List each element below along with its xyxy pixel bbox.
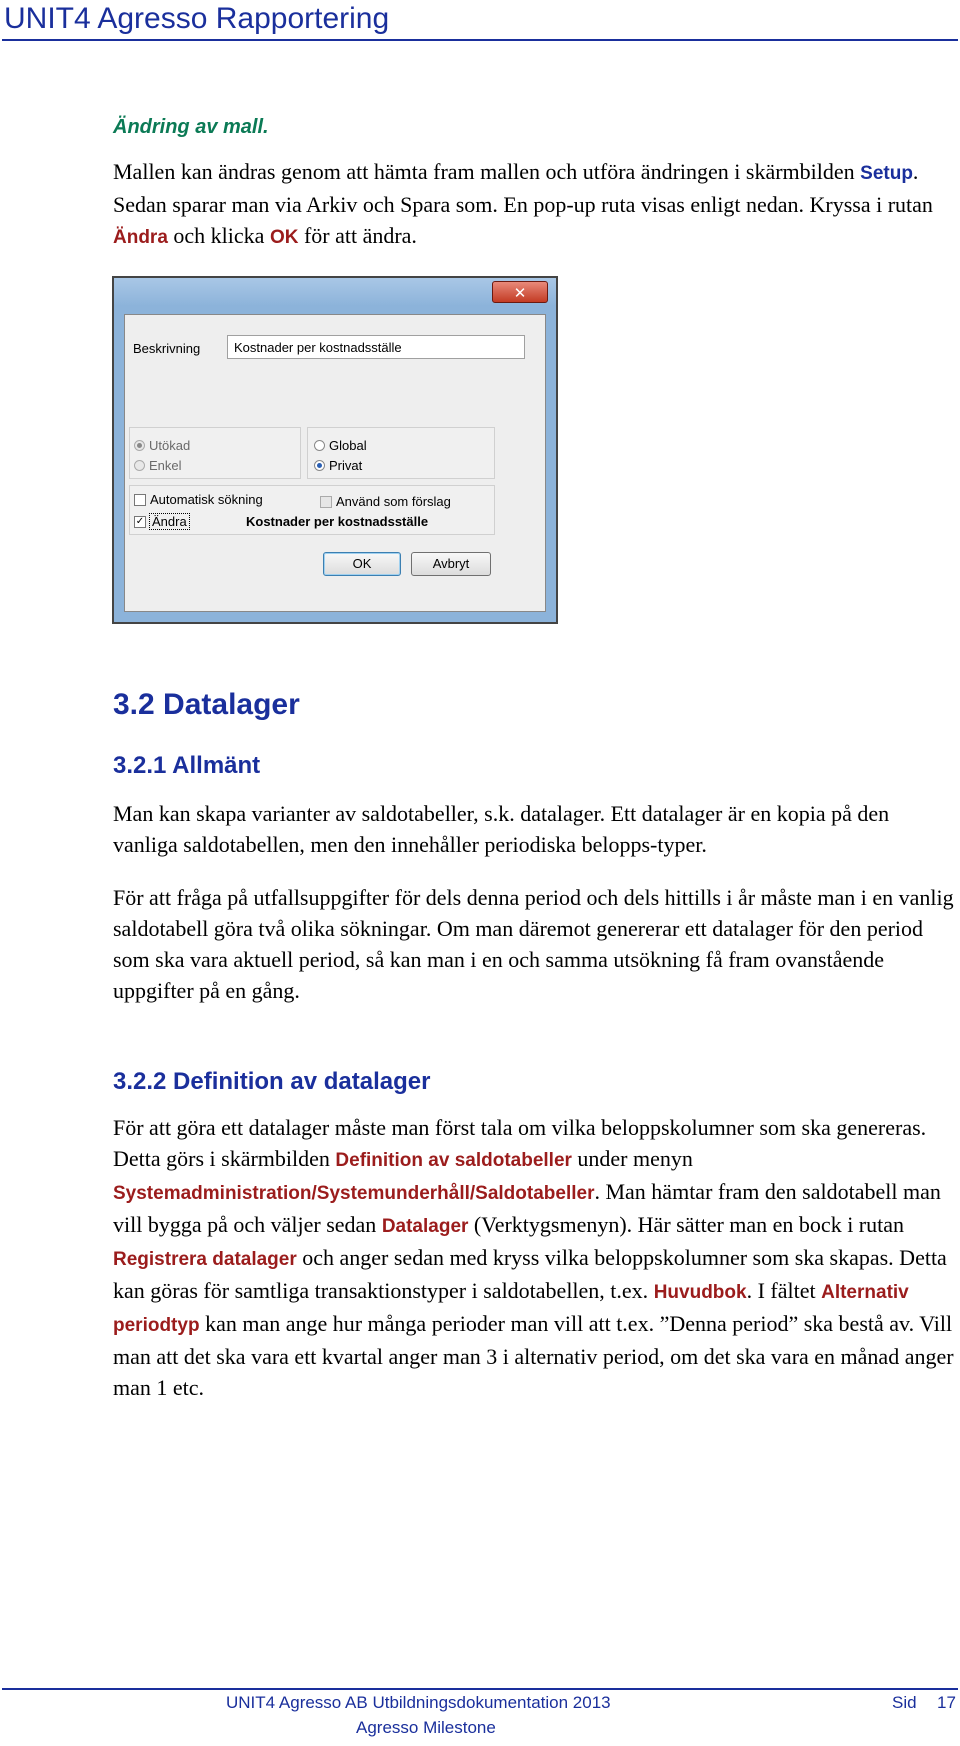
footer-doc-title: UNIT4 Agresso AB Utbildningsdokumentation 2013 <box>226 1693 611 1712</box>
allmant-content <box>113 798 955 1006</box>
ok-button[interactable]: OK <box>323 552 401 576</box>
mode-group <box>129 427 301 479</box>
term-huvudbok: Huvudbok <box>653 1282 747 1303</box>
radio-global[interactable] <box>314 438 367 453</box>
scope-group <box>307 427 495 479</box>
footer-page-number: 17 <box>937 1693 956 1712</box>
avbryt-button[interactable]: Avbryt <box>411 552 491 576</box>
radio-utokad[interactable] <box>134 438 190 453</box>
beskrivning-input[interactable] <box>227 335 525 359</box>
checkbox-andra[interactable] <box>134 514 189 529</box>
dialog-body <box>124 314 546 612</box>
allmant-paragraph-1: Man kan skapa varianter av saldotabeller, s.k. datalager. Ett datalager är en kopia på den vanliga saldotabellen, men den innehåller periodiska belopps-typer. <box>113 801 890 857</box>
term-registrera-datalager: Registrera datalager <box>113 1249 297 1270</box>
andra-description-value: Kostnader per kostnadsställe <box>246 514 429 529</box>
heading-3-2-1-allmant: 3.2.1 Allmänt <box>113 752 261 779</box>
allmant-paragraph-2: För att fråga på utfallsuppgifter för dels denna period och dels hittills i år måste man i en vanlig saldotabell göra två olika sökningar. Om man däremot genererar ett datalager för den period som ska vara aktuell period, så kan man i en och samma utsökning få fram ovanstående uppgifter på en gång. <box>113 885 954 1003</box>
radio-privat-indicator <box>314 460 325 471</box>
checkbox-anvand-box <box>320 496 332 508</box>
checkbox-anvand-som-forslag[interactable] <box>320 494 451 509</box>
term-andra: Ändra <box>113 227 168 248</box>
footer-subtitle: Agresso Milestone <box>356 1718 496 1737</box>
radio-global-indicator <box>314 440 325 451</box>
close-button[interactable] <box>492 281 548 303</box>
dialog-titlebar <box>114 278 556 306</box>
term-menu-path: Systemadministration/Systemunderhåll/Saldotabeller <box>113 1183 595 1204</box>
header-divider <box>2 39 958 41</box>
footer-divider <box>2 1688 958 1690</box>
close-icon: ✕ <box>513 284 527 302</box>
radio-enkel[interactable] <box>134 458 182 473</box>
radio-global-label: Global <box>329 438 367 453</box>
checkbox-anvand-label: Använd som förslag <box>336 494 451 509</box>
text-run: (Verktygsmenyn). Här sätter man en bock i rutan <box>468 1212 905 1237</box>
term-definition-av-saldotabeller: Definition av saldotabeller <box>335 1150 572 1171</box>
radio-utokad-label: Utökad <box>149 438 191 453</box>
checkbox-automatisk-label: Automatisk sökning <box>150 492 263 507</box>
radio-privat-label: Privat <box>329 458 363 473</box>
radio-privat[interactable] <box>314 458 362 473</box>
text-run: . Sedan sparar man via Arkiv och Spara som. En pop-up ruta visas enligt nedan. Kryssa i rutan <box>113 159 933 217</box>
text-run: och anger sedan med kryss vilka beloppskolumner som ska skapas. Detta kan göras för samtliga transaktionstyper i saldotabellen, t.ex. <box>113 1245 947 1303</box>
heading-3-2-datalager: 3.2 Datalager <box>113 688 300 721</box>
mall-paragraph <box>113 156 955 253</box>
radio-enkel-indicator <box>134 460 145 471</box>
text-run: för att ändra. <box>298 223 417 248</box>
text-run: Mallen kan ändras genom att hämta fram mallen och utföra ändringen i skärmbilden <box>113 159 861 184</box>
definition-paragraph <box>113 1112 955 1403</box>
footer-sid-label: Sid <box>892 1693 917 1712</box>
text-run: under menyn <box>571 1146 693 1171</box>
save-template-dialog <box>112 276 558 624</box>
text-run: . I fältet <box>746 1278 822 1303</box>
checkbox-andra-label: Ändra <box>152 514 187 529</box>
checkbox-andra-box: ✓ <box>135 515 145 527</box>
options-group <box>129 485 495 535</box>
definition-content <box>113 1112 955 1403</box>
menu-term-setup: Setup <box>860 163 913 184</box>
term-alternativ-periodtyp: Alternativ periodtyp <box>113 1282 909 1336</box>
radio-enkel-label: Enkel <box>149 458 182 473</box>
checkbox-automatisk-sokning[interactable] <box>134 492 263 507</box>
term-ok: OK <box>269 227 299 248</box>
mall-paragraph-container <box>113 156 955 253</box>
section-heading-andring-av-mall: Ändring av mall. <box>113 116 269 138</box>
beskrivning-label: Beskrivning <box>133 341 201 356</box>
text-run: . Man hämtar fram den saldotabell man vill bygga på och väljer sedan <box>113 1179 941 1237</box>
text-run: kan man ange hur många perioder man vill att t.ex. ”Denna period” ska bestå av. Vill man att det ska vara ett kvartal anger man 3 i alternativ period, om det ska vara en månad anger man 1 etc. <box>113 1311 954 1400</box>
radio-utokad-indicator <box>134 440 145 451</box>
term-datalager: Datalager <box>381 1216 469 1237</box>
text-run: För att göra ett datalager måste man först tala om vilka beloppskolumner som ska genereras. Detta görs i skärmbilden <box>113 1115 927 1171</box>
heading-3-2-2-definition: 3.2.2 Definition av datalager <box>113 1068 431 1095</box>
checkbox-automatisk-box <box>134 494 146 506</box>
document-header-title: UNIT4 Agresso Rapportering <box>4 2 390 35</box>
text-run: och klicka <box>167 223 270 248</box>
